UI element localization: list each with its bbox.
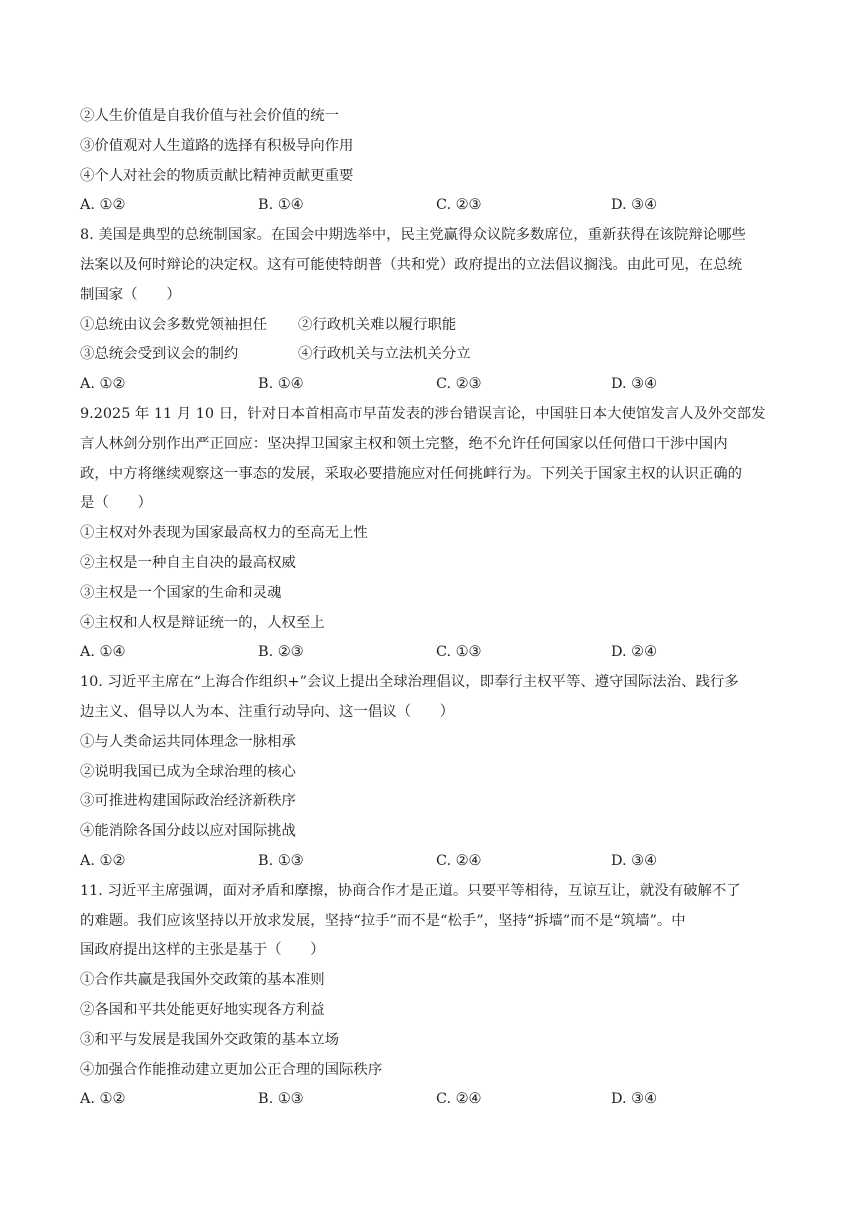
q8-item-1: ①总统由议会多数党领袖担任	[80, 316, 268, 333]
q9-item-1: ①主权对外表现为国家最高权力的至高无上性	[80, 525, 368, 542]
question-content	[80, 102, 792, 1115]
q11-option-b: B. ①③	[258, 1091, 304, 1108]
question-7	[80, 102, 792, 221]
q11-item-1: ①合作共赢是我国外交政策的基本准则	[80, 972, 325, 989]
q8-stem-line-3: 制国家（ ）	[80, 286, 181, 303]
q10-option-c: C. ②④	[436, 852, 482, 869]
q7-options	[80, 191, 792, 221]
q10-item-2: ②说明我国已成为全球治理的核心	[80, 763, 296, 780]
q8-option-a: A. ①②	[80, 376, 126, 393]
q8-item-2: ②行政机关难以履行职能	[298, 316, 457, 333]
q8-option-b: B. ①④	[258, 376, 304, 393]
q9-item-2: ②主权是一种自主自决的最高权威	[80, 554, 296, 571]
q7-item-3: ③价值观对人生道路的选择有积极导向作用	[80, 137, 354, 154]
q10-item-3: ③可推进构建国际政治经济新秩序	[80, 793, 296, 810]
q8-stem-line-1: 8. 美国是典型的总统制国家。在国会中期选举中，民主党赢得众议院多数席位，重新获得在该院辩论哪些	[80, 227, 746, 244]
q10-item-4: ④能消除各国分歧以应对国际挑战	[80, 823, 296, 840]
question-9	[80, 400, 792, 668]
q10-stem-line-2: 边主义、倡导以人为本、注重行动导向、这一倡议（ ）	[80, 703, 455, 720]
q11-stem-line-2: 的难题。我们应该坚持以开放求发展，坚持“拉手”而不是“松手”，坚持“拆墙”而不是“筑墙”。中	[80, 912, 686, 929]
q11-option-d: D. ③④	[611, 1091, 657, 1108]
q7-option-d: D. ③④	[611, 197, 657, 214]
q8-items-row-1	[80, 311, 792, 341]
q9-stem-line-1: 9.2025 年 11 月 10 日，针对日本首相高市早苗发表的涉台错误言论，中国驻日本大使馆发言人及外交部发	[80, 405, 766, 422]
question-8	[80, 221, 792, 400]
q9-option-d: D. ②④	[611, 644, 657, 661]
q9-stem-line-4: 是（ ）	[80, 495, 152, 512]
q7-option-b: B. ①④	[258, 197, 304, 214]
q11-item-3: ③和平与发展是我国外交政策的基本立场	[80, 1031, 340, 1048]
q10-options	[80, 847, 792, 877]
q7-option-c: C. ②③	[436, 197, 482, 214]
q9-options	[80, 638, 792, 668]
question-11	[80, 877, 792, 1115]
q10-option-a: A. ①②	[80, 852, 126, 869]
q9-option-c: C. ①③	[436, 644, 482, 661]
q8-item-4: ④行政机关与立法机关分立	[298, 346, 471, 363]
q9-stem-line-3: 政，中方将继续观察这一事态的发展，采取必要措施应对任何挑衅行为。下列关于国家主权的认识正确的	[80, 465, 742, 482]
q7-option-a: A. ①②	[80, 197, 126, 214]
q8-items-row-2	[80, 340, 792, 370]
q10-stem-line-1: 10. 习近平主席在“上海合作组织+”会议上提出全球治理倡议，即奉行主权平等、遵守国际法治、践行多	[80, 674, 739, 691]
q9-option-b: B. ②③	[258, 644, 304, 661]
q9-option-a: A. ①④	[80, 644, 126, 661]
q7-item-4: ④个人对社会的物质贡献比精神贡献更重要	[80, 167, 354, 184]
question-10	[80, 668, 792, 877]
q8-option-d: D. ③④	[611, 376, 657, 393]
q11-option-a: A. ①②	[80, 1091, 126, 1108]
q8-options	[80, 370, 792, 400]
q9-item-4: ④主权和人权是辩证统一的，人权至上	[80, 614, 325, 631]
q11-item-4: ④加强合作能推动建立更加公正合理的国际秩序	[80, 1061, 383, 1078]
q8-item-3: ③总统会受到议会的制约	[80, 346, 239, 363]
q9-stem-line-2: 言人林剑分别作出严正回应：坚决捍卫国家主权和领土完整，绝不允许任何国家以任何借口干涉中国内	[80, 435, 728, 452]
q11-stem-line-1: 11. 习近平主席强调，面对矛盾和摩擦，协商合作才是正道。只要平等相待，互谅互让，就没有破解不了	[80, 882, 741, 899]
q8-option-c: C. ②③	[436, 376, 482, 393]
q11-item-2: ②各国和平共处能更好地实现各方利益	[80, 1001, 325, 1018]
q10-option-b: B. ①③	[258, 852, 304, 869]
q9-item-3: ③主权是一个国家的生命和灵魂	[80, 584, 282, 601]
q7-item-2: ②人生价值是自我价值与社会价值的统一	[80, 108, 340, 124]
q8-stem-line-2: 法案以及何时辩论的决定权。这有可能使特朗普（共和党）政府提出的立法倡议搁浅。由此可见，在总统	[80, 256, 742, 273]
q10-item-1: ①与人类命运共同体理念一脉相承	[80, 733, 296, 750]
q11-options	[80, 1085, 792, 1115]
q11-stem-line-3: 国政府提出这样的主张是基于（ ）	[80, 942, 325, 959]
q11-option-c: C. ②④	[436, 1091, 482, 1108]
q10-option-d: D. ③④	[611, 852, 657, 869]
